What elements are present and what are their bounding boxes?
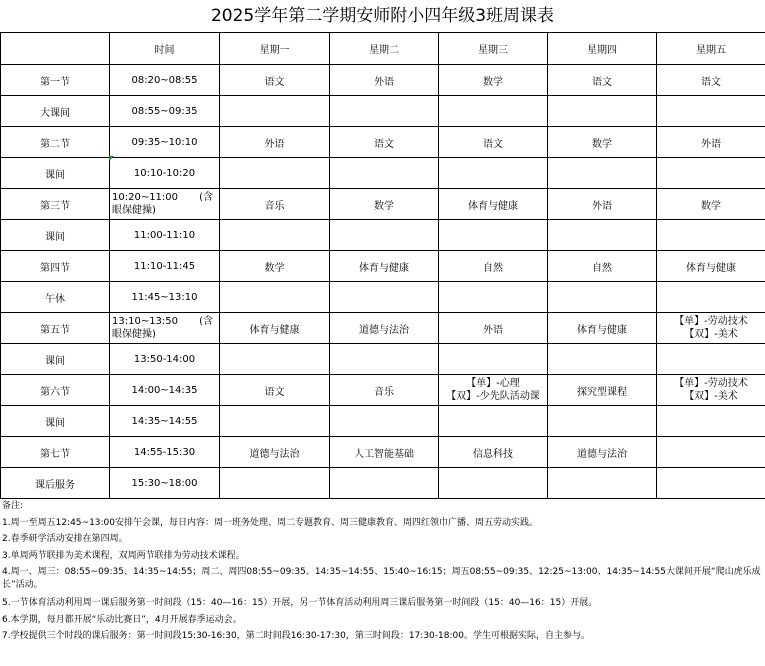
day-header: 星期三 [439, 33, 548, 65]
time-cell [110, 189, 220, 220]
comment-marker-icon [109, 156, 114, 161]
period-cell: 大课间 [1, 96, 110, 127]
table-row [1, 189, 765, 220]
class-cell [439, 375, 548, 406]
even-week-class: 【双】-少先队活动课 [446, 391, 540, 402]
class-cell: 体育与健康 [220, 313, 330, 344]
class-cell [548, 406, 657, 437]
class-cell [657, 468, 765, 499]
class-cell [220, 344, 330, 375]
day-header: 星期四 [548, 33, 657, 65]
class-cell [439, 158, 548, 189]
time-note: 眼保健操) [112, 329, 156, 340]
timetable [0, 32, 765, 499]
class-cell [657, 313, 765, 344]
table-row [1, 344, 765, 375]
class-cell [330, 468, 439, 499]
class-cell [657, 158, 765, 189]
table-row [1, 65, 765, 96]
period-cell: 课间 [1, 344, 110, 375]
class-cell [220, 220, 330, 251]
table-row [1, 220, 765, 251]
class-cell [220, 96, 330, 127]
time-cell: 14:35~14:55 [110, 406, 220, 437]
time-cell: 08:20~08:55 [110, 65, 220, 96]
class-cell [548, 282, 657, 313]
odd-week-class: 【单】-心理 [466, 378, 520, 389]
table-row [1, 313, 765, 344]
class-cell: 道德与法治 [548, 437, 657, 468]
time-range: 10:20~11:00 [112, 192, 179, 203]
class-cell: 数学 [330, 189, 439, 220]
class-cell: 人工智能基础 [330, 437, 439, 468]
table-row [1, 158, 765, 189]
time-note-open: (含 [199, 192, 213, 203]
class-cell [220, 158, 330, 189]
period-cell: 第四节 [1, 251, 110, 282]
class-cell: 外语 [220, 127, 330, 158]
table-row [1, 406, 765, 437]
class-cell [657, 220, 765, 251]
class-cell [330, 96, 439, 127]
table-row [1, 468, 765, 499]
class-cell [657, 344, 765, 375]
class-cell: 体育与健康 [548, 313, 657, 344]
class-cell [439, 282, 548, 313]
table-row [1, 251, 765, 282]
time-header: 时间 [110, 33, 220, 65]
class-cell: 语文 [330, 127, 439, 158]
class-cell [439, 468, 548, 499]
day-header: 星期二 [330, 33, 439, 65]
class-cell: 音乐 [330, 375, 439, 406]
class-cell [657, 96, 765, 127]
class-cell [439, 406, 548, 437]
class-cell [330, 158, 439, 189]
note-item: 6.本学期，每月都开展“乐动比赛日”，4月开展春季运动会。 [2, 614, 242, 625]
day-header: 星期一 [220, 33, 330, 65]
class-cell [548, 96, 657, 127]
table-row [1, 437, 765, 468]
class-cell [330, 344, 439, 375]
table-row [1, 282, 765, 313]
time-note-open: (含 [199, 316, 213, 327]
class-cell: 数学 [439, 65, 548, 96]
table-row [1, 127, 765, 158]
odd-week-class: 【单】-劳动技术 [674, 316, 748, 327]
class-cell: 音乐 [220, 189, 330, 220]
class-cell [220, 468, 330, 499]
table-row [1, 375, 765, 406]
note-item: 7.学校提供三个时段的课后服务：第一时间段15:30-16:30，第二时间段16:30-17:30，第三时间段：17:30-18:00。学生可根据实际，自主参与。 [2, 631, 590, 641]
class-cell: 外语 [439, 313, 548, 344]
class-cell: 语文 [657, 65, 765, 96]
time-cell [110, 313, 220, 344]
time-cell: 11:45~13:10 [110, 282, 220, 313]
class-cell: 自然 [439, 251, 548, 282]
class-cell [548, 344, 657, 375]
class-cell: 语文 [439, 127, 548, 158]
class-cell [330, 220, 439, 251]
class-cell [657, 375, 765, 406]
period-cell: 课间 [1, 158, 110, 189]
class-cell [220, 282, 330, 313]
corner-cell [1, 33, 110, 65]
period-cell: 第一节 [1, 65, 110, 96]
period-cell: 第五节 [1, 313, 110, 344]
class-cell: 道德与法治 [220, 437, 330, 468]
time-cell: 13:50-14:00 [110, 344, 220, 375]
note-item: 2.春季研学活动安排在第四周。 [2, 534, 128, 544]
time-note: 眼保健操) [112, 205, 156, 216]
note-item: 4.周一、周三：08:55~09:35、14:35~14:55；周二、周四08:55~09:35、14:35~14:55、15:40~16:15；周五08:55~09:35、12:25~13:00、14:35~14:55大课间开展“爬山虎乐成长”活动。 [2, 567, 761, 590]
class-cell [439, 220, 548, 251]
class-cell: 信息科技 [439, 437, 548, 468]
notes-section [2, 498, 762, 645]
class-cell [657, 282, 765, 313]
class-cell [657, 437, 765, 468]
time-cell: 11:10-11:45 [110, 251, 220, 282]
class-cell [330, 406, 439, 437]
time-cell: 15:30~18:00 [110, 468, 220, 499]
class-cell: 自然 [548, 251, 657, 282]
odd-week-class: 【单】-劳动技术 [674, 378, 748, 389]
class-cell: 探究型课程 [548, 375, 657, 406]
class-cell [220, 406, 330, 437]
even-week-class: 【双】-美术 [684, 391, 738, 402]
class-cell: 语文 [220, 65, 330, 96]
class-cell: 外语 [657, 127, 765, 158]
class-cell [548, 158, 657, 189]
class-cell: 外语 [330, 65, 439, 96]
time-cell: 10:10-10:20 [110, 158, 220, 189]
table-row [1, 96, 765, 127]
note-item: 5.一节体育活动利用周一课后服务第一时间段（15：40—16：15）开展，另一节体育活动利用周三课后服务第一时间段（15：40—16：15）开展。 [2, 598, 598, 608]
note-item: 3.单周两节联排为美术课程，双周两节联排为劳动技术课程。 [2, 550, 245, 561]
class-cell [657, 406, 765, 437]
class-cell [439, 344, 548, 375]
class-cell: 数学 [220, 251, 330, 282]
class-cell: 语文 [220, 375, 330, 406]
class-cell [330, 282, 439, 313]
period-cell: 第二节 [1, 127, 110, 158]
time-range: 13:10~13:50 [112, 316, 179, 327]
time-cell: 14:55-15:30 [110, 437, 220, 468]
class-cell: 体育与健康 [330, 251, 439, 282]
class-cell: 数学 [548, 127, 657, 158]
notes-heading: 备注: [2, 501, 24, 511]
period-cell: 课间 [1, 406, 110, 437]
class-cell: 体育与健康 [657, 251, 765, 282]
class-cell: 语文 [548, 65, 657, 96]
period-cell: 第七节 [1, 437, 110, 468]
period-cell: 课后服务 [1, 468, 110, 499]
class-cell: 外语 [548, 189, 657, 220]
period-cell: 第六节 [1, 375, 110, 406]
period-cell: 第三节 [1, 189, 110, 220]
page-title: 2025学年第二学期安师附小四年级3班周课表 [210, 6, 555, 26]
class-cell: 体育与健康 [439, 189, 548, 220]
time-cell: 11:00-11:10 [110, 220, 220, 251]
period-cell: 午休 [1, 282, 110, 313]
class-cell [548, 220, 657, 251]
class-cell: 道德与法治 [330, 313, 439, 344]
note-item: 1.周一至周五12:45~13:00安排午会课，每日内容：周一班务处理、周二专题教育、周三健康教育、周四红领巾广播、周五劳动实践。 [2, 517, 539, 528]
class-cell [548, 468, 657, 499]
class-cell: 数学 [657, 189, 765, 220]
time-cell: 14:00~14:35 [110, 375, 220, 406]
header-row [1, 33, 765, 65]
period-cell: 课间 [1, 220, 110, 251]
time-cell: 08:55~09:35 [110, 96, 220, 127]
class-cell [439, 96, 548, 127]
even-week-class: 【双】-美术 [684, 329, 738, 340]
time-cell: 09:35~10:10 [110, 127, 220, 158]
day-header: 星期五 [657, 33, 765, 65]
